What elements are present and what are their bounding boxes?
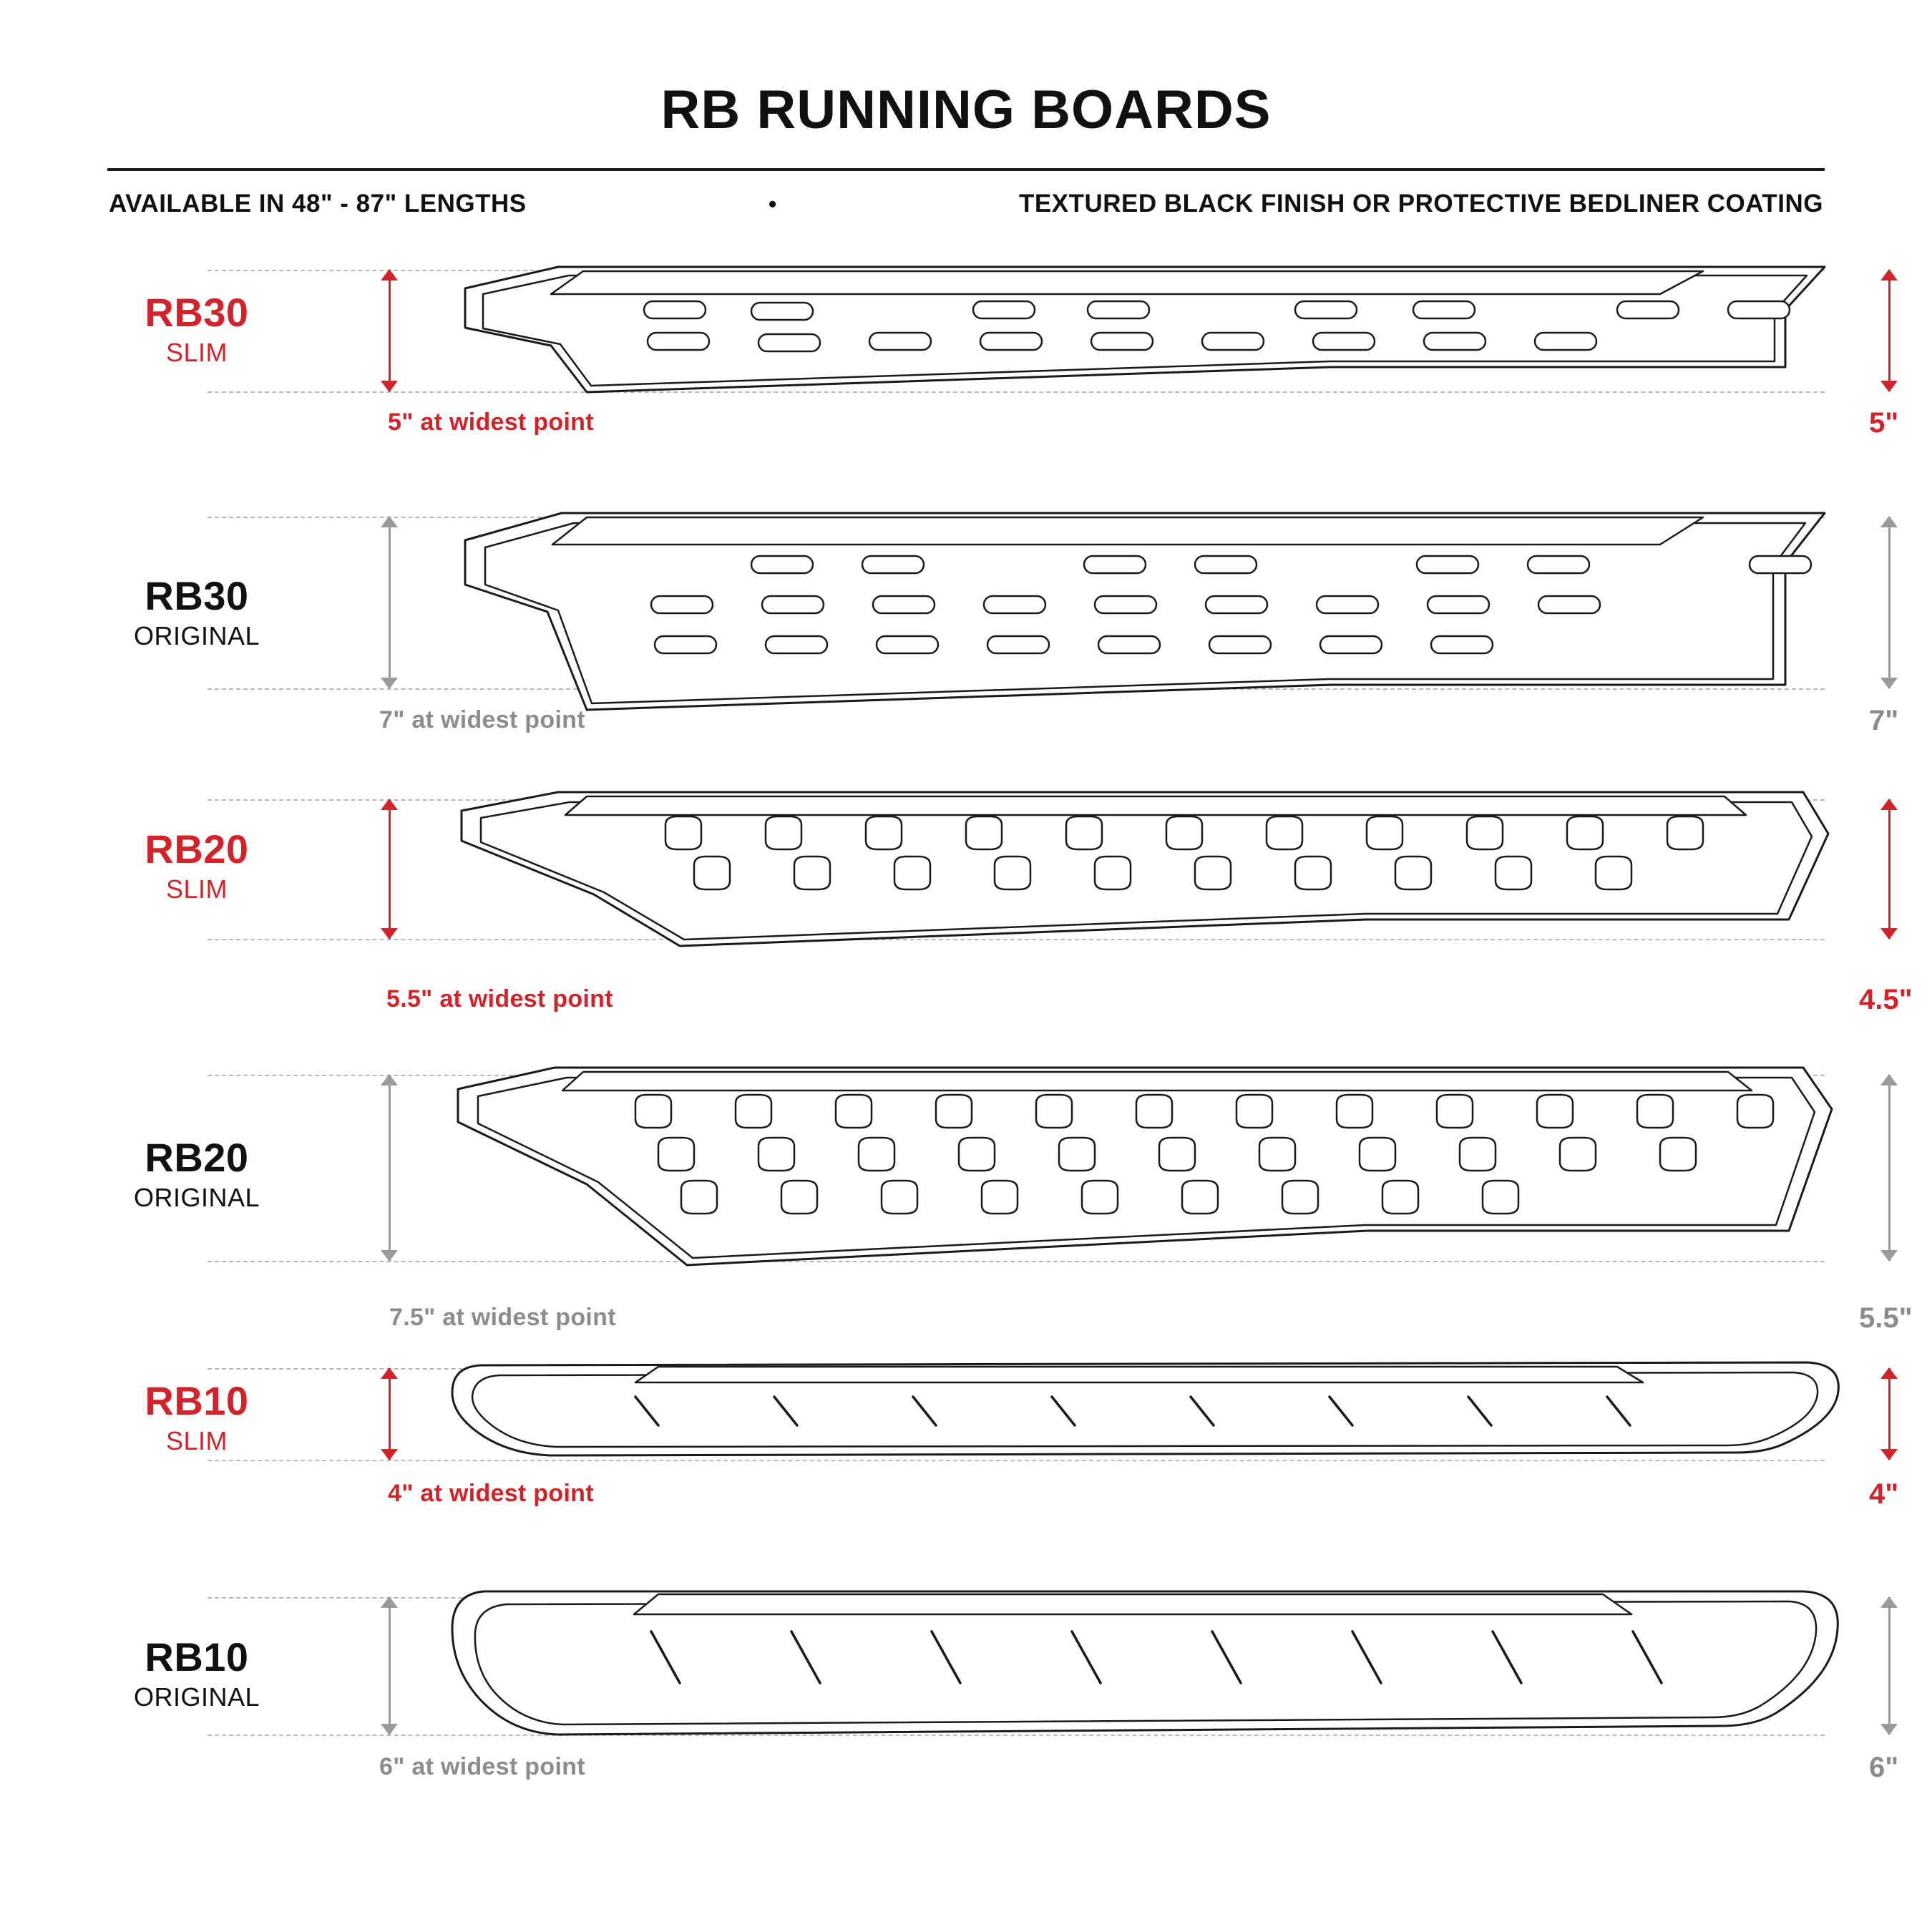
variant-name: SLIM: [165, 338, 228, 367]
height-arrow-left: [375, 799, 404, 939]
label-rb10-slim: [107, 1378, 286, 1456]
height-arrow-right: [1875, 799, 1903, 939]
width-caption: 7.5" at widest point: [389, 1304, 616, 1331]
board-illustration-rb30-original: [444, 504, 1846, 712]
model-name: RB20: [145, 1135, 249, 1180]
board-illustration-rb30-slim: [444, 260, 1846, 417]
height-arrow-right: [1875, 1368, 1903, 1460]
height-label: 4": [1869, 1478, 1899, 1510]
height-arrow-left: [375, 1075, 404, 1261]
model-name: RB10: [145, 1634, 249, 1679]
board-illustration-rb10-slim: [444, 1355, 1846, 1484]
model-name: RB30: [145, 290, 249, 335]
variant-name: SLIM: [165, 1426, 228, 1455]
height-arrow-right: [1875, 517, 1903, 688]
board-row-rb20-original: [107, 1053, 1913, 1354]
subtitle-lengths: AVAILABLE IN 48" - 87" LENGTHS: [109, 190, 527, 218]
height-arrow-right: [1875, 1075, 1903, 1261]
board-row-rb30-slim: [107, 255, 1899, 492]
height-arrow-left: [375, 1368, 404, 1460]
label-rb10-original: [107, 1634, 286, 1712]
board-row-rb30-original: [107, 492, 1899, 778]
label-rb20-slim: [107, 826, 286, 904]
height-arrow-right: [1875, 270, 1903, 391]
height-label: 5": [1869, 407, 1899, 439]
board-illustration-rb20-slim: [444, 784, 1846, 962]
variant-name: SLIM: [165, 874, 228, 904]
subtitle-finish: TEXTURED BLACK FINISH OR PROTECTIVE BEDLINER COATING: [1019, 190, 1823, 218]
board-row-rb10-slim: [107, 1354, 1899, 1576]
variant-name: ORIGINAL: [133, 621, 260, 650]
width-caption: 6" at widest point: [379, 1753, 585, 1780]
board-illustration-rb20-original: [444, 1059, 1846, 1281]
board-row-rb10-original: [107, 1576, 1899, 1812]
height-label: 7": [1869, 705, 1899, 736]
page-title: RB RUNNING BOARDS: [660, 79, 1272, 140]
model-name: RB10: [145, 1378, 249, 1423]
variant-name: ORIGINAL: [133, 1183, 260, 1212]
width-caption: 4" at widest point: [388, 1480, 594, 1507]
width-caption: 5.5" at widest point: [386, 985, 613, 1013]
model-name: RB30: [145, 573, 249, 618]
label-rb30-slim: [107, 290, 286, 368]
variant-name: ORIGINAL: [133, 1682, 260, 1712]
height-arrow-left: [375, 1597, 404, 1735]
height-arrow-left: [375, 517, 404, 688]
header-subtitle: [107, 171, 1825, 218]
model-name: RB20: [145, 826, 249, 872]
subtitle-bullet: •: [768, 190, 777, 217]
label-rb30-original: [107, 573, 286, 651]
height-arrow-left: [375, 270, 404, 391]
board-row-rb20-slim: [107, 778, 1913, 1053]
label-rb20-original: [107, 1135, 286, 1213]
width-caption: 7" at widest point: [379, 706, 585, 733]
width-caption: 5" at widest point: [388, 409, 594, 436]
height-label: 5.5": [1859, 1302, 1913, 1334]
height-label: 4.5": [1859, 984, 1913, 1015]
header: [107, 0, 1825, 218]
board-illustration-rb10-original: [444, 1583, 1846, 1762]
board-rows: [107, 255, 1913, 1812]
height-label: 6": [1869, 1752, 1899, 1783]
height-arrow-right: [1875, 1597, 1903, 1735]
